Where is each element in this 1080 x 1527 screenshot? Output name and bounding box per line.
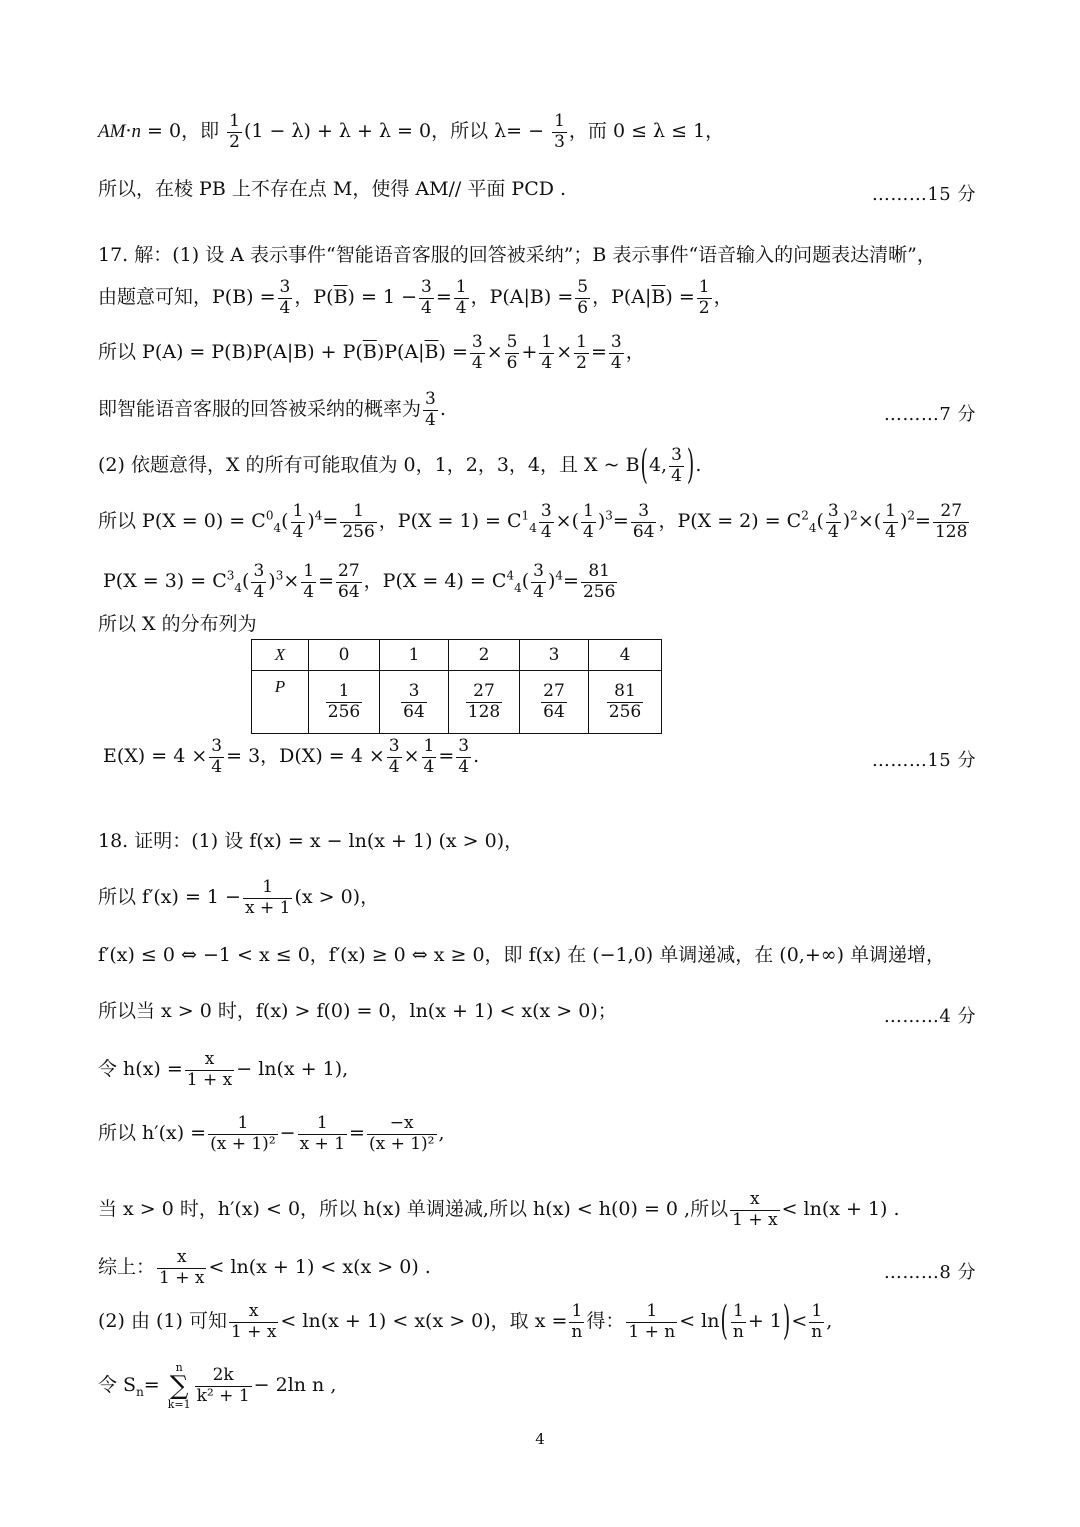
line-conclusion-16: 所以，在棱 PB 上不存在点 M，使得 AM// 平面 PCD . [98,178,567,200]
fraction: $\frac{1}{4}$ [303,561,315,602]
fraction: $\frac{2k}{\text{k² + 1}}$ [196,1364,250,1406]
fraction: $\frac{x}{1 + x}$ [159,1247,205,1288]
fraction: $\frac{5}{6}$ [577,277,589,318]
p18-derivative: 所以 f′(x) = 1 − $\frac{1}{x + 1}$ (x > 0)， [98,877,380,918]
lambda-eq: (1 − λ) + λ + λ = 0，所以 λ= − [243,120,545,143]
fraction: $\frac{3}{4}$ [421,277,432,318]
score-8: ………8 分 [883,1262,976,1283]
fraction: $\frac{x}{1 + x}$ [186,1049,233,1090]
p17-pmf-1: 所以 $P(X = 0) = C^0_4$( $\frac{1}{4}$ )$^4$= $\frac{1}{256}$ ，$P(X = 1) = C^1_4$ $\frac{3}{4}$ ×( $\frac{1}{4}$ )$^3$= $\frac{3}{64}$ ，$P(X = 2) = C^2_4$( $\frac{3}{4}$ )$^2$×( $\frac{1}{4}$ )$^2$= $\frac{27}{128}$ [98,501,968,542]
table-header-cell: 1 [380,640,449,671]
fraction: $\frac{3}{64}$ [632,501,655,542]
fraction: $\frac{x}{1 + x}$ [230,1301,277,1342]
table-header-cell: 2 [449,640,520,671]
p17-prob-result: 即智能语音客服的回答被采纳的概率为 $\frac{3}{4}$ . [98,389,446,430]
score-7: ………7 分 [883,404,976,425]
eq-zero: = 0，即 [140,120,220,143]
p17-total-prob: 所以 $P(A) = P(B)P(A|B) + P(\overline{B})P(A|\overline{B})$ = $\frac{3}{4}$ × $\frac{5}{6}$ + $\frac{1}{4}$ × $\frac{1}{2}$ = $\frac{3}{4}$ ， [98,332,645,373]
fraction: $\frac{1}{x + 1}$ [299,1113,346,1154]
p18-title: 18. 证明：(1) 设 f(x) = x − ln(x + 1) (x > 0)， [98,830,524,852]
summation: n ∑ k=1 [167,1361,191,1411]
fraction: $\frac{1}{\text{(x + 1)²}}$ [210,1113,276,1154]
vec-n: n [131,121,141,143]
fraction: $\frac{3}{4}$ [279,277,291,318]
table-cell: P [252,671,309,734]
fraction: $\frac{27}{128}$ [934,501,968,542]
fraction: $\frac{1}{4}$ [885,501,896,542]
fraction: $\frac{3}{4}$ [253,561,265,602]
fraction: $\frac{1}{n}$ [571,1301,583,1342]
p17-expectation: E(X) = 4 × $\frac{3}{4}$ = 3，D(X) = 4 × $\frac{3}{4}$ × $\frac{1}{4}$ = $\frac{3}{4}$ . [103,736,480,777]
p17-part2: (2) 依题意得，X 的所有可能取值为 0，1，2，3，4，且 X ~ B(4, $\frac{3}{4}$ ). [98,441,702,489]
fraction: $\frac{27}{64}$ [338,561,360,602]
table-cell: $\frac{27}{64}$ [520,671,589,734]
fraction: $\frac{1}{4}$ [423,736,435,777]
fraction: $\frac{1}{4}$ [455,277,467,318]
vec-am: AM [98,121,126,143]
page-number: 4 [535,1430,545,1448]
table-cell: $\frac{1}{256}$ [309,671,380,734]
fraction: $\frac{1}{1 + n}$ [628,1301,676,1342]
p18-monotonic: f′(x) ≤ 0 ⇔ −1 < x ≤ 0，f′(x) ≥ 0 ⇔ x ≥ 0，即 f(x) 在 (−1,0) 单调递减，在 (0,+∞) 单调递增， [98,944,946,966]
fraction: $\frac{3}{4}$ [827,501,839,542]
fraction: $\frac{1}{2}$ [698,277,710,318]
score-15a: ………15 分 [871,184,976,205]
fraction: $\frac{1}{3}$ [554,111,565,152]
fraction: $\frac{-x}{\text{(x + 1)²}}$ [368,1113,435,1154]
fraction: $\frac{1}{2}$ [576,332,587,373]
fraction: $\frac{3}{4}$ [533,561,544,602]
table-header-cell: X [252,640,309,671]
fraction: $\frac{3}{4}$ [671,445,682,486]
fraction: $\frac{3}{4}$ [211,736,223,777]
p18-h-derivative: 所以 h′(x) = $\frac{1}{\text{(x + 1)²}}$ − $\frac{1}{x + 1}$ = $\frac{-x}{\text{(x + 1)²}}$ , [98,1113,445,1154]
table-row [252,671,662,734]
fraction: $\frac{1}{4}$ [583,501,594,542]
table-cell: $\frac{27}{128}$ [449,671,520,734]
fraction: $\frac{3}{4}$ [471,332,483,373]
p17-given: 由题意可知，P(B) = $\frac{3}{4}$ ，$P(\overline{B}) = 1$ − $\frac{3}{4}$ = $\frac{1}{4}$ ，P(A|B) = $\frac{5}{6}$ ，$P(A|\overline{B})$ = $\frac{1}{2}$ ， [98,277,733,318]
fraction: $\frac{1}{x + 1}$ [244,877,291,918]
lambda-range: ，而 0 ≤ λ ≤ 1， [568,120,725,143]
fraction: $\frac{x}{1 + x}$ [732,1189,778,1230]
fraction: $\frac{1}{2}$ [229,111,240,152]
fraction: $\frac{3}{4}$ [388,736,400,777]
p18-sn-def: 令 $S_n= n$ ∑ k=1 $\frac{2k}{\text{k² + 1}}$ − 2ln n , [98,1361,337,1411]
fraction: $\frac{3}{4}$ [458,736,470,777]
table-row [252,640,662,671]
p18-summary: 综上： $\frac{x}{1 + x}$ < ln(x + 1) < x(x > 0) . [98,1247,431,1288]
fraction: $\frac{3}{4}$ [610,332,622,373]
fraction: $\frac{1}{n}$ [811,1301,823,1342]
p17-dist-intro: 所以 X 的分布列为 [98,613,257,635]
line-am-dot-n [98,112,724,152]
table-header-cell: 0 [309,640,380,671]
p17-title: 17. 解：(1) 设 A 表示事件“智能语音客服的回答被采纳”；B 表示事件“语音输入的问题表达清晰”， [98,244,936,266]
fraction: $\frac{1}{256}$ [342,501,375,542]
score-4: ………4 分 [883,1006,976,1027]
table-header-cell: 4 [589,640,662,671]
fraction: $\frac{3}{4}$ [540,501,552,542]
p17-pmf-2: $P(X = 3) = C^3_4$( $\frac{3}{4}$ )$^3$× $\frac{1}{4}$ = $\frac{27}{64}$ ，$P(X = 4) = C^4_4$( $\frac{3}{4}$ )$^4$= $\frac{81}{256}$ [103,561,616,602]
fraction: $\frac{1}{4}$ [541,332,553,373]
fraction: $\frac{81}{256}$ [582,561,616,602]
fraction: $\frac{1}{4}$ [292,501,304,542]
p18-h-def: 令 h(x) = $\frac{x}{1 + x}$ − ln(x + 1), [98,1049,349,1090]
table-cell: $\frac{81}{256}$ [589,671,662,734]
dot: · [125,120,132,143]
fraction: $\frac{1}{n}$ [732,1301,744,1342]
fraction: $\frac{5}{6}$ [506,332,518,373]
p18-part2: (2) 由 (1) 可知 $\frac{x}{1 + x}$ < ln(x + 1) < x(x > 0)，取 x = $\frac{1}{n}$ 得： $\frac{1}{1 + n}$ < ln( $\frac{1}{n}$ + 1)< $\frac{1}{n}$ , [98,1297,833,1345]
table-header-cell: 3 [520,640,589,671]
p18-result2: 当 x > 0 时，h′(x) < 0，所以 h(x) 单调递减,所以 h(x) < h(0) = 0 ,所以 $\frac{x}{1 + x}$ < ln(x + 1) . [98,1189,900,1230]
fraction: $\frac{3}{4}$ [425,389,436,430]
p18-result1: 所以当 x > 0 时，f(x) > f(0) = 0，ln(x + 1) < x(x > 0)； [98,1000,617,1022]
table-cell: $\frac{3}{64}$ [380,671,449,734]
score-15b: ………15 分 [871,750,976,771]
distribution-table [251,639,662,734]
